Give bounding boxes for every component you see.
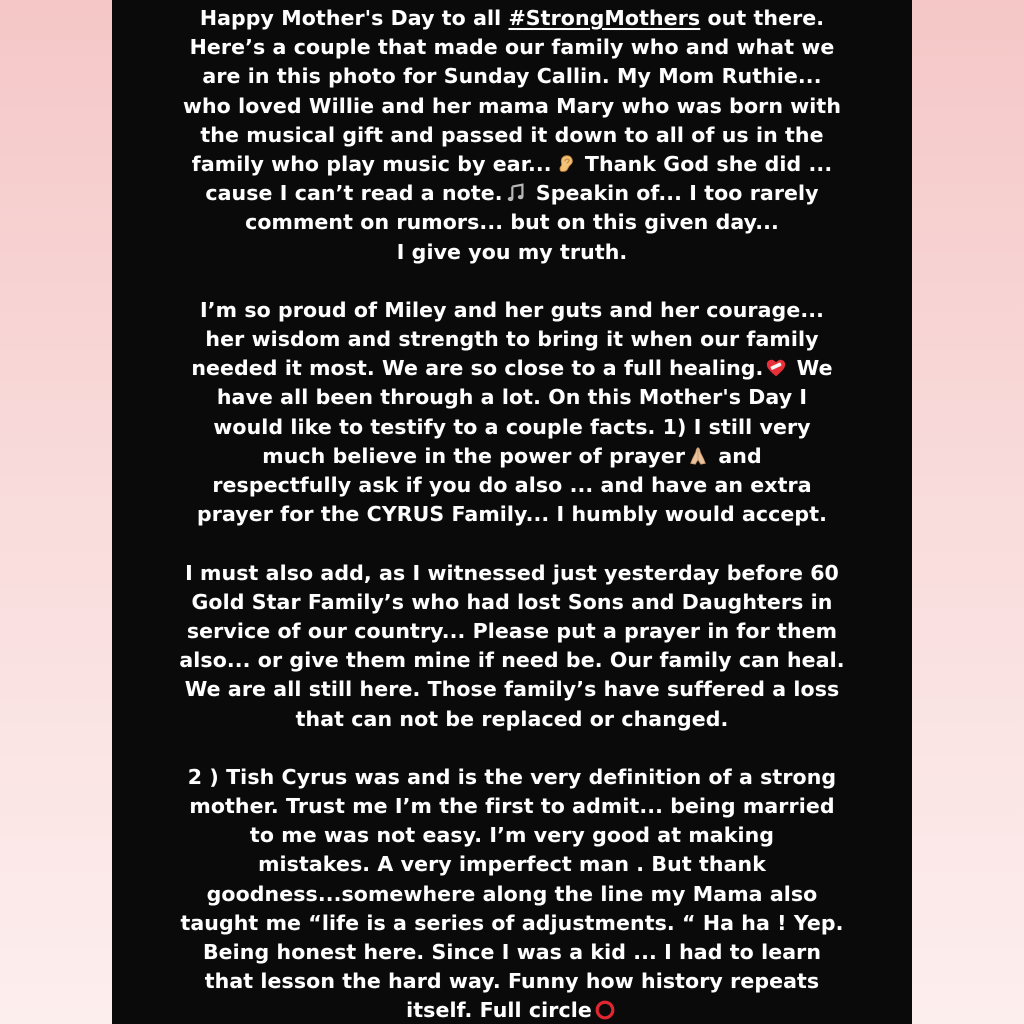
caption-line: who loved Willie and her mama Mary who was born with	[182, 93, 842, 118]
ear-icon	[554, 153, 576, 175]
caption-text: cause I can’t read a note.	[205, 181, 503, 206]
caption-text: needed it most. We are so close to a full healing.	[191, 356, 764, 381]
story-caption	[112, 4, 912, 1024]
caption-text: out there.	[700, 6, 825, 30]
caption-text: family who play music by ear...	[191, 151, 552, 176]
caption-text: and	[711, 443, 762, 468]
paragraph-spacer	[112, 734, 912, 763]
caption-text: itself. Full circle	[406, 998, 592, 1023]
caption-line: Gold Star Family’s who had lost Sons and Daughters in	[191, 589, 833, 614]
paragraph-spacer	[112, 267, 912, 296]
caption-text: Thank God she did ...	[577, 151, 833, 176]
caption-line	[112, 442, 912, 471]
caption-line: her wisdom and strength to bring it when our family	[205, 327, 819, 352]
caption-line: We are all still here. Those family’s have suffered a loss	[184, 677, 840, 702]
caption-line: respectfully ask if you do also ... and have an extra	[212, 473, 812, 497]
caption-line: Being honest here. Since I was a kid ... I had to learn	[202, 940, 822, 964]
caption-line: mistakes. A very imperfect man . But thank	[258, 852, 766, 877]
caption-line: prayer for the CYRUS Family... I humbly would accept.	[196, 502, 827, 527]
caption-line: have all been through a lot. On this Mother's Day I	[216, 385, 808, 410]
caption-line: that lesson the hard way. Funny how history repeats	[204, 969, 820, 994]
caption-line: are in this photo for Sunday Callin. My Mom Ruthie...	[202, 64, 822, 89]
caption-line: taught me “life is a series of adjustments. “ Ha ha ! Yep.	[180, 910, 844, 935]
caption-line	[112, 4, 912, 33]
caption-line: the musical gift and passed it down to all of us in the	[200, 122, 824, 147]
caption-text: Happy Mother's Day to all	[199, 6, 509, 30]
caption-line	[112, 150, 912, 179]
mending-heart-icon	[765, 357, 787, 379]
caption-line: also... or give them mine if need be. Our family can heal.	[179, 648, 845, 673]
caption-line: I’m so proud of Miley and her guts and her courage...	[200, 297, 824, 322]
caption-line: mother. Trust me I’m the first to admit... being married	[189, 794, 835, 819]
story-panel	[112, 0, 912, 1024]
caption-line: comment on rumors... but on this given day...	[245, 210, 779, 235]
paragraph-spacer	[112, 529, 912, 558]
caption-line: goodness...somewhere along the line my Mama also	[206, 881, 818, 906]
music-note-icon	[505, 182, 527, 204]
caption-line: I give you my truth.	[396, 239, 628, 264]
caption-text: We	[789, 356, 833, 381]
caption-line	[112, 179, 912, 208]
praying-hands-icon	[687, 445, 709, 467]
caption-line: I must also add, as I witnessed just yesterday before 60	[185, 560, 839, 585]
caption-line	[112, 996, 912, 1024]
caption-line: 2 ) Tish Cyrus was and is the very definition of a strong	[187, 764, 837, 789]
caption-text: Speakin of... I too rarely	[528, 181, 819, 206]
caption-line: service of our country... Please put a prayer in for them	[186, 618, 838, 643]
caption-line	[112, 354, 912, 383]
hollow-red-circle-icon	[594, 999, 616, 1021]
caption-line: that can not be replaced or changed.	[295, 706, 729, 731]
caption-line: would like to testify to a couple facts. 1) I still very	[213, 414, 811, 439]
caption-line: to me was not easy. I’m very good at making	[249, 823, 775, 848]
hashtag-link[interactable]: #StrongMothers	[508, 6, 701, 30]
caption-text: much believe in the power of prayer	[262, 443, 686, 468]
caption-line: Here’s a couple that made our family who and what we	[189, 35, 835, 60]
